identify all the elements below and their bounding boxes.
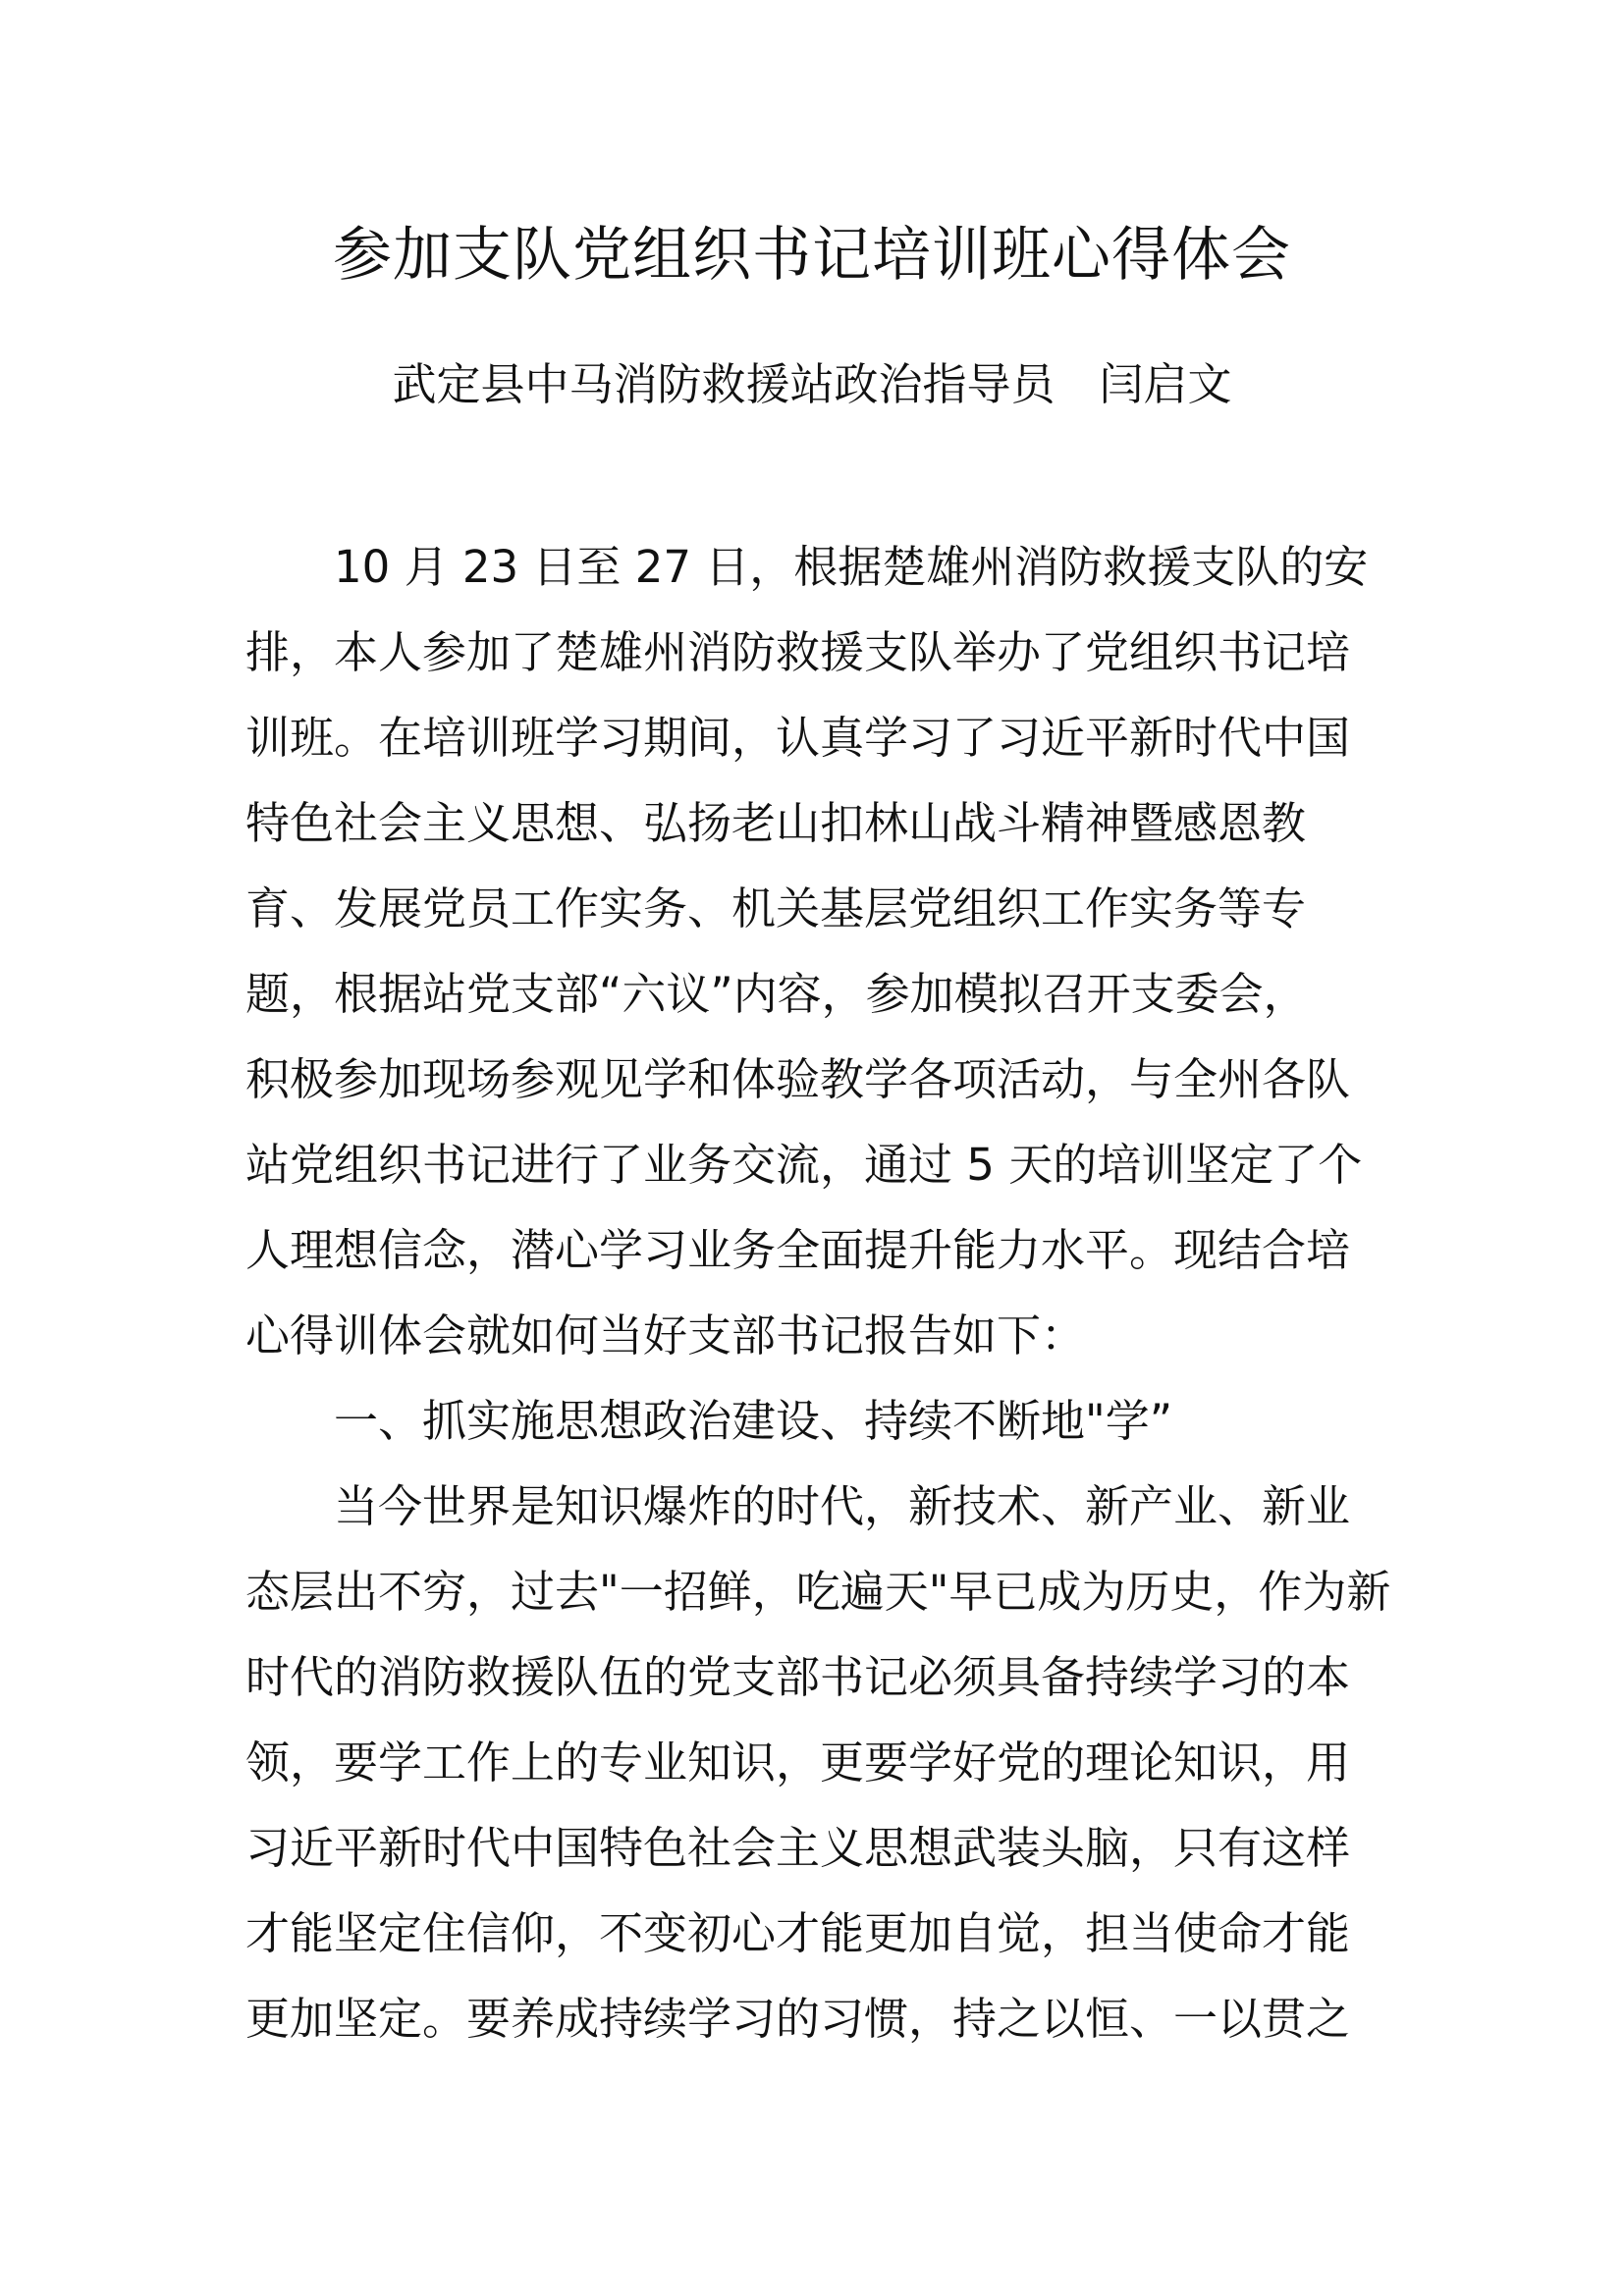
- body-line: 领，要学工作上的专业知识，更要学好党的理论知识，用: [245, 1736, 1351, 1789]
- body-line: 10 月 23 日至 27 日，根据楚雄州消防救援支队的安: [245, 541, 1369, 593]
- body-line: 特色社会主义思想、弘扬老山扣林山战斗精神暨感恩教: [245, 797, 1307, 849]
- author-byline: [0, 350, 1624, 419]
- body-line: 更加坚定。要养成持续学习的习惯，持之以恒、一以贯之: [245, 1993, 1351, 2045]
- body-line: 态层出不穷，过去"一招鲜，吃遍天"早已成为历史，作为新: [245, 1566, 1391, 1618]
- author-name: 闫启文: [1099, 358, 1232, 410]
- author-org-role: 武定县中马消防救援站政治指导员: [392, 358, 1056, 410]
- body-line: 站党组织书记进行了业务交流，通过 5 天的培训坚定了个: [245, 1139, 1363, 1191]
- body-line: 人理想信念，潜心学习业务全面提升能力水平。现结合培: [245, 1224, 1351, 1276]
- body-line: 时代的消防救援队伍的党支部书记必须具备持续学习的本: [245, 1651, 1351, 1703]
- section-heading: 一、抓实施思想政治建设、持续不断地"学”: [245, 1395, 1173, 1447]
- body-line: 训班。在培训班学习期间，认真学习了习近平新时代中国: [245, 712, 1351, 764]
- body-line: 心得训体会就如何当好支部书记报告如下：: [245, 1309, 1086, 1362]
- body-line: 当今世界是知识爆炸的时代，新技术、新产业、新业: [245, 1480, 1351, 1532]
- body-line: 习近平新时代中国特色社会主义思想武装头脑，只有这样: [245, 1822, 1351, 1874]
- body-line: 排，本人参加了楚雄州消防救援支队举办了党组织书记培: [245, 626, 1351, 678]
- body-line: 积极参加现场参观见学和体验教学各项活动，与全州各队: [245, 1053, 1351, 1105]
- body-line: 才能坚定住信仰，不变初心才能更加自觉，担当使命才能: [245, 1907, 1351, 1959]
- body-text: [245, 524, 1404, 2061]
- body-line: 育、发展党员工作实务、机关基层党组织工作实务等专: [245, 882, 1307, 934]
- document-title: 参加支队党组织书记培训班心得体会: [333, 221, 1291, 290]
- body-line: 题，根据站党支部“六议”内容，参加模拟召开支委会，: [245, 968, 1308, 1020]
